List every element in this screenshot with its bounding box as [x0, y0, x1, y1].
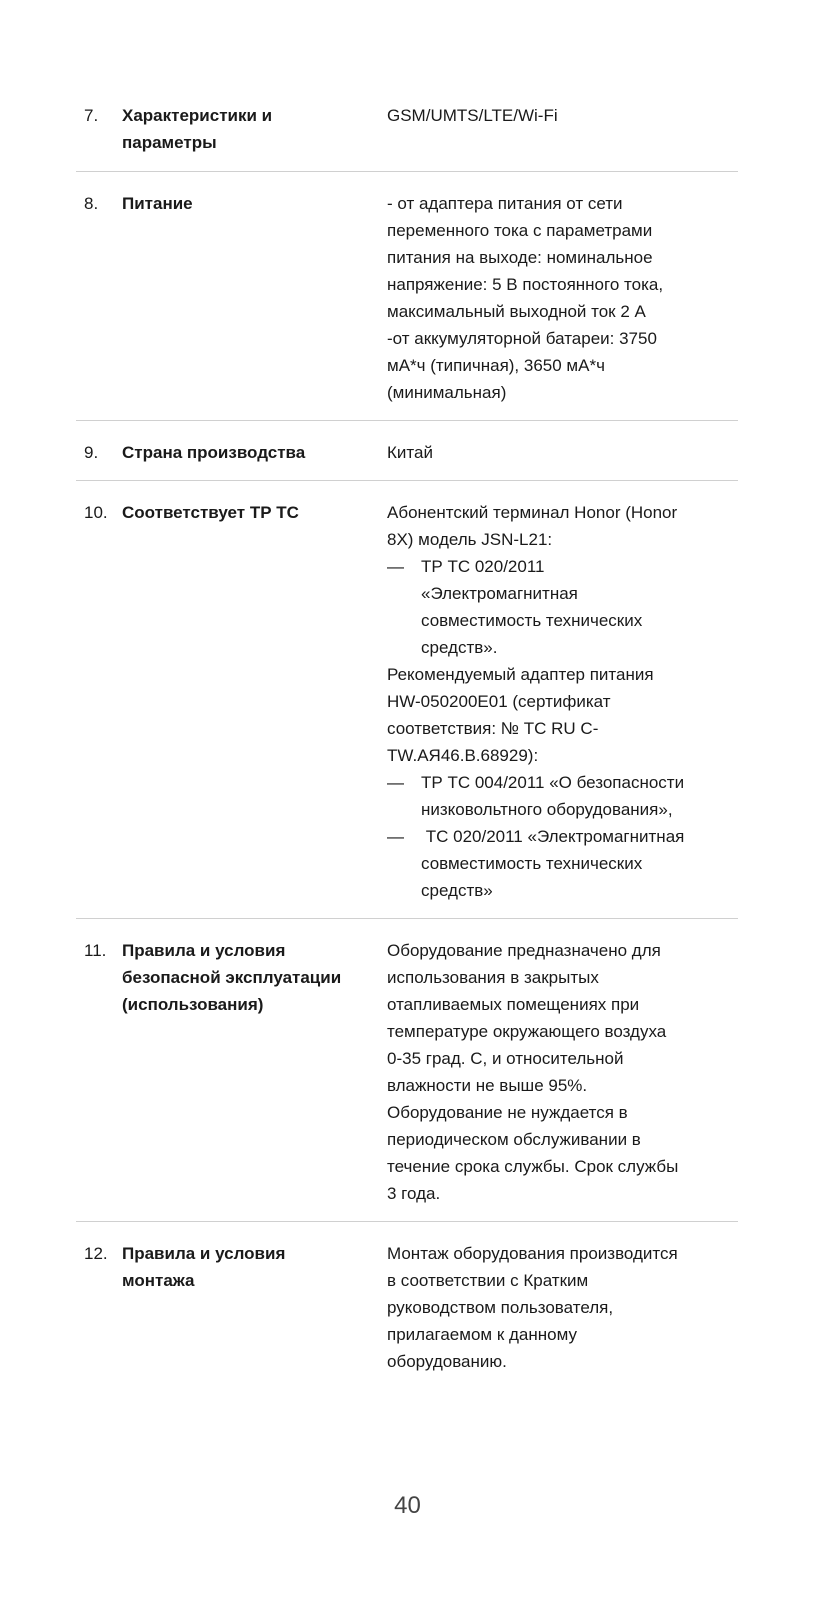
dash-marker: —: [387, 772, 404, 792]
row-value: [387, 1240, 738, 1375]
dash-list-item: [387, 823, 732, 904]
dash-item-text: ТР ТС 020/2011 «Электромагнитная совместимость технических средств».: [421, 556, 643, 657]
row-name: Питание: [122, 193, 193, 213]
value-text: Монтаж оборудования производится в соответствии с Кратким руководством пользователя, прилагаемом к данному оборудованию.: [387, 1243, 678, 1371]
row-name: Правила и условия монтажа: [122, 1243, 286, 1291]
value-text: Китай: [387, 442, 433, 462]
row-value: [387, 439, 738, 466]
row-number: 12.: [84, 1243, 108, 1263]
row-number: 9.: [84, 442, 99, 462]
value-intro: Абонентский терминал Honor (Honor 8X) модель JSN-L21:: [387, 502, 678, 549]
dash-marker: —: [387, 826, 404, 846]
row-number: 10.: [84, 502, 108, 522]
dash-list-item: [387, 553, 732, 661]
value-text: GSM/UMTS/LTE/Wi-Fi: [387, 106, 558, 125]
page-number: 40: [394, 1492, 421, 1519]
spec-table: [76, 100, 738, 1404]
row-name: Соответствует ТР ТС: [122, 502, 299, 522]
value-middle: Рекомендуемый адаптер питания HW-050200E01 (сертификат соответствия: № ТС RU C- TW.АЯ46.В.68929):: [387, 664, 654, 765]
dash-item-text: ТР ТС 004/2011 «О безопасности низковольтного оборудования»,: [421, 772, 685, 819]
row-value: [387, 102, 738, 157]
table-row: [76, 496, 738, 919]
row-value: [387, 190, 738, 406]
table-row: [76, 1237, 738, 1389]
row-name: Правила и условия безопасной эксплуатации (использования): [122, 940, 342, 1015]
row-value: [387, 937, 738, 1207]
table-row: [76, 187, 738, 421]
value-text: - от адаптера питания от сети переменного тока с параметрами питания на выходе: номинальное напряжение: 5 В постоянного тока, максимальный выходной ток 2 А -от аккумуляторной батареи: 3750 мА*ч (типичная), 3650 мА*ч (минимальная): [387, 193, 664, 402]
table-row: [76, 934, 738, 1222]
row-number: 11.: [84, 940, 107, 960]
dash-list-item: [387, 769, 732, 823]
row-value: [387, 499, 738, 904]
table-row: [76, 100, 738, 172]
dash-marker: —: [387, 556, 404, 576]
row-name: Характеристики и параметры: [122, 106, 273, 153]
row-name: Страна производства: [122, 442, 306, 462]
row-number: 7.: [84, 106, 99, 125]
row-number: 8.: [84, 193, 99, 213]
dash-item-text: ТС 020/2011 «Электромагнитная совместимость технических средств»: [421, 826, 685, 900]
value-text: Оборудование предназначено для использования в закрытых отапливаемых помещениях при температуре окружающего воздуха 0-35 град. С, и относительной влажности не выше 95%. Оборудование не нуждается в периодическом обслуживании в течение срока службы. Срок службы 3 года.: [387, 940, 679, 1203]
table-row: [76, 436, 738, 481]
